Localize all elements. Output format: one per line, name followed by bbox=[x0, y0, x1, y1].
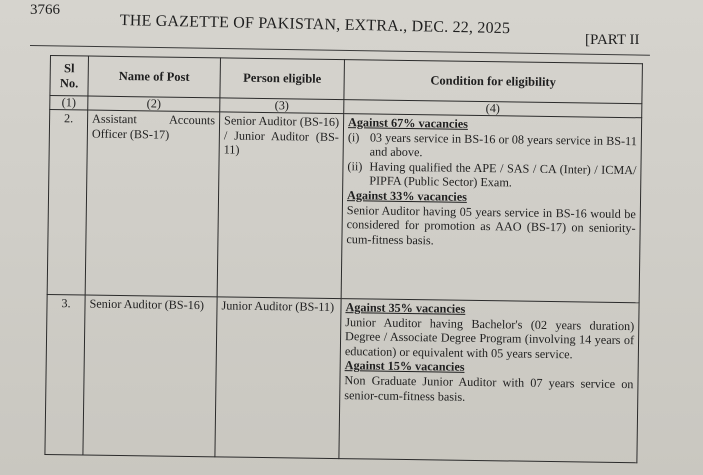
col-header-condition: Condition for eligibility bbox=[344, 60, 643, 104]
gazette-title: THE GAZETTE OF PAKISTAN, EXTRA., DEC. 22, 2025 bbox=[119, 12, 511, 38]
part-label: [PART II bbox=[585, 32, 640, 48]
vacancy-label: Against 15% vacancies bbox=[344, 358, 465, 375]
col-header-post: Name of Post bbox=[88, 56, 221, 98]
col-header-sl: Sl No. bbox=[50, 56, 89, 97]
table-row bbox=[47, 110, 642, 303]
person-eligible: Senior Auditor (BS-16) / Junior Auditor (BS-11) bbox=[217, 112, 344, 299]
col-number: (1) bbox=[50, 96, 88, 111]
vacancy-label: Against 35% vacancies bbox=[345, 300, 466, 316]
vacancy-label: Against 33% vacancies bbox=[346, 188, 468, 204]
condition-text: Senior Auditor having 05 years service in BS-16 would be considered for promotion as AAO (BS-17) on seniority-cum-fitness basis. bbox=[346, 202, 636, 248]
item-marker: (i) bbox=[347, 129, 360, 144]
header-rule bbox=[30, 45, 650, 56]
condition-item bbox=[348, 130, 637, 163]
eligibility-condition bbox=[341, 114, 642, 303]
col-header-eligible: Person eligible bbox=[220, 58, 345, 100]
post-name: Assistant Accounts Officer (BS-17) bbox=[85, 110, 220, 297]
col-number: (4) bbox=[344, 100, 642, 118]
condition-item bbox=[347, 159, 636, 192]
serial-number: 2. bbox=[47, 110, 88, 296]
serial-number: 3. bbox=[45, 294, 85, 455]
page-number: 3766 bbox=[30, 2, 60, 18]
table-row bbox=[45, 294, 639, 462]
eligibility-condition bbox=[339, 299, 639, 463]
item-marker: (ii) bbox=[347, 158, 363, 174]
vacancy-label: Against 67% vacancies bbox=[347, 115, 469, 131]
condition-text: Junior Auditor having Bachelor's (02 years duration) Degree / Associate Degree Program (involving 14 years of education) or equivalent with 05 years service. bbox=[344, 314, 635, 362]
eligibility-table bbox=[44, 55, 643, 463]
item-text: Having qualified the APE / SAS / CA (Inter) / ICMA/ PIPFA (Public Sector) Exam. bbox=[369, 159, 637, 190]
col-number: (2) bbox=[88, 96, 220, 112]
page-header bbox=[0, 0, 703, 50]
item-text: 03 years service in BS-16 or 08 years service in BS-11 and above. bbox=[369, 130, 637, 160]
col-number: (3) bbox=[220, 98, 344, 114]
person-eligible: Junior Auditor (BS-11) bbox=[215, 297, 341, 459]
post-name: Senior Auditor (BS-16) bbox=[83, 295, 217, 457]
condition-text: Non Graduate Junior Auditor with 07 years service on senior-cum-fitness basis. bbox=[344, 373, 634, 404]
